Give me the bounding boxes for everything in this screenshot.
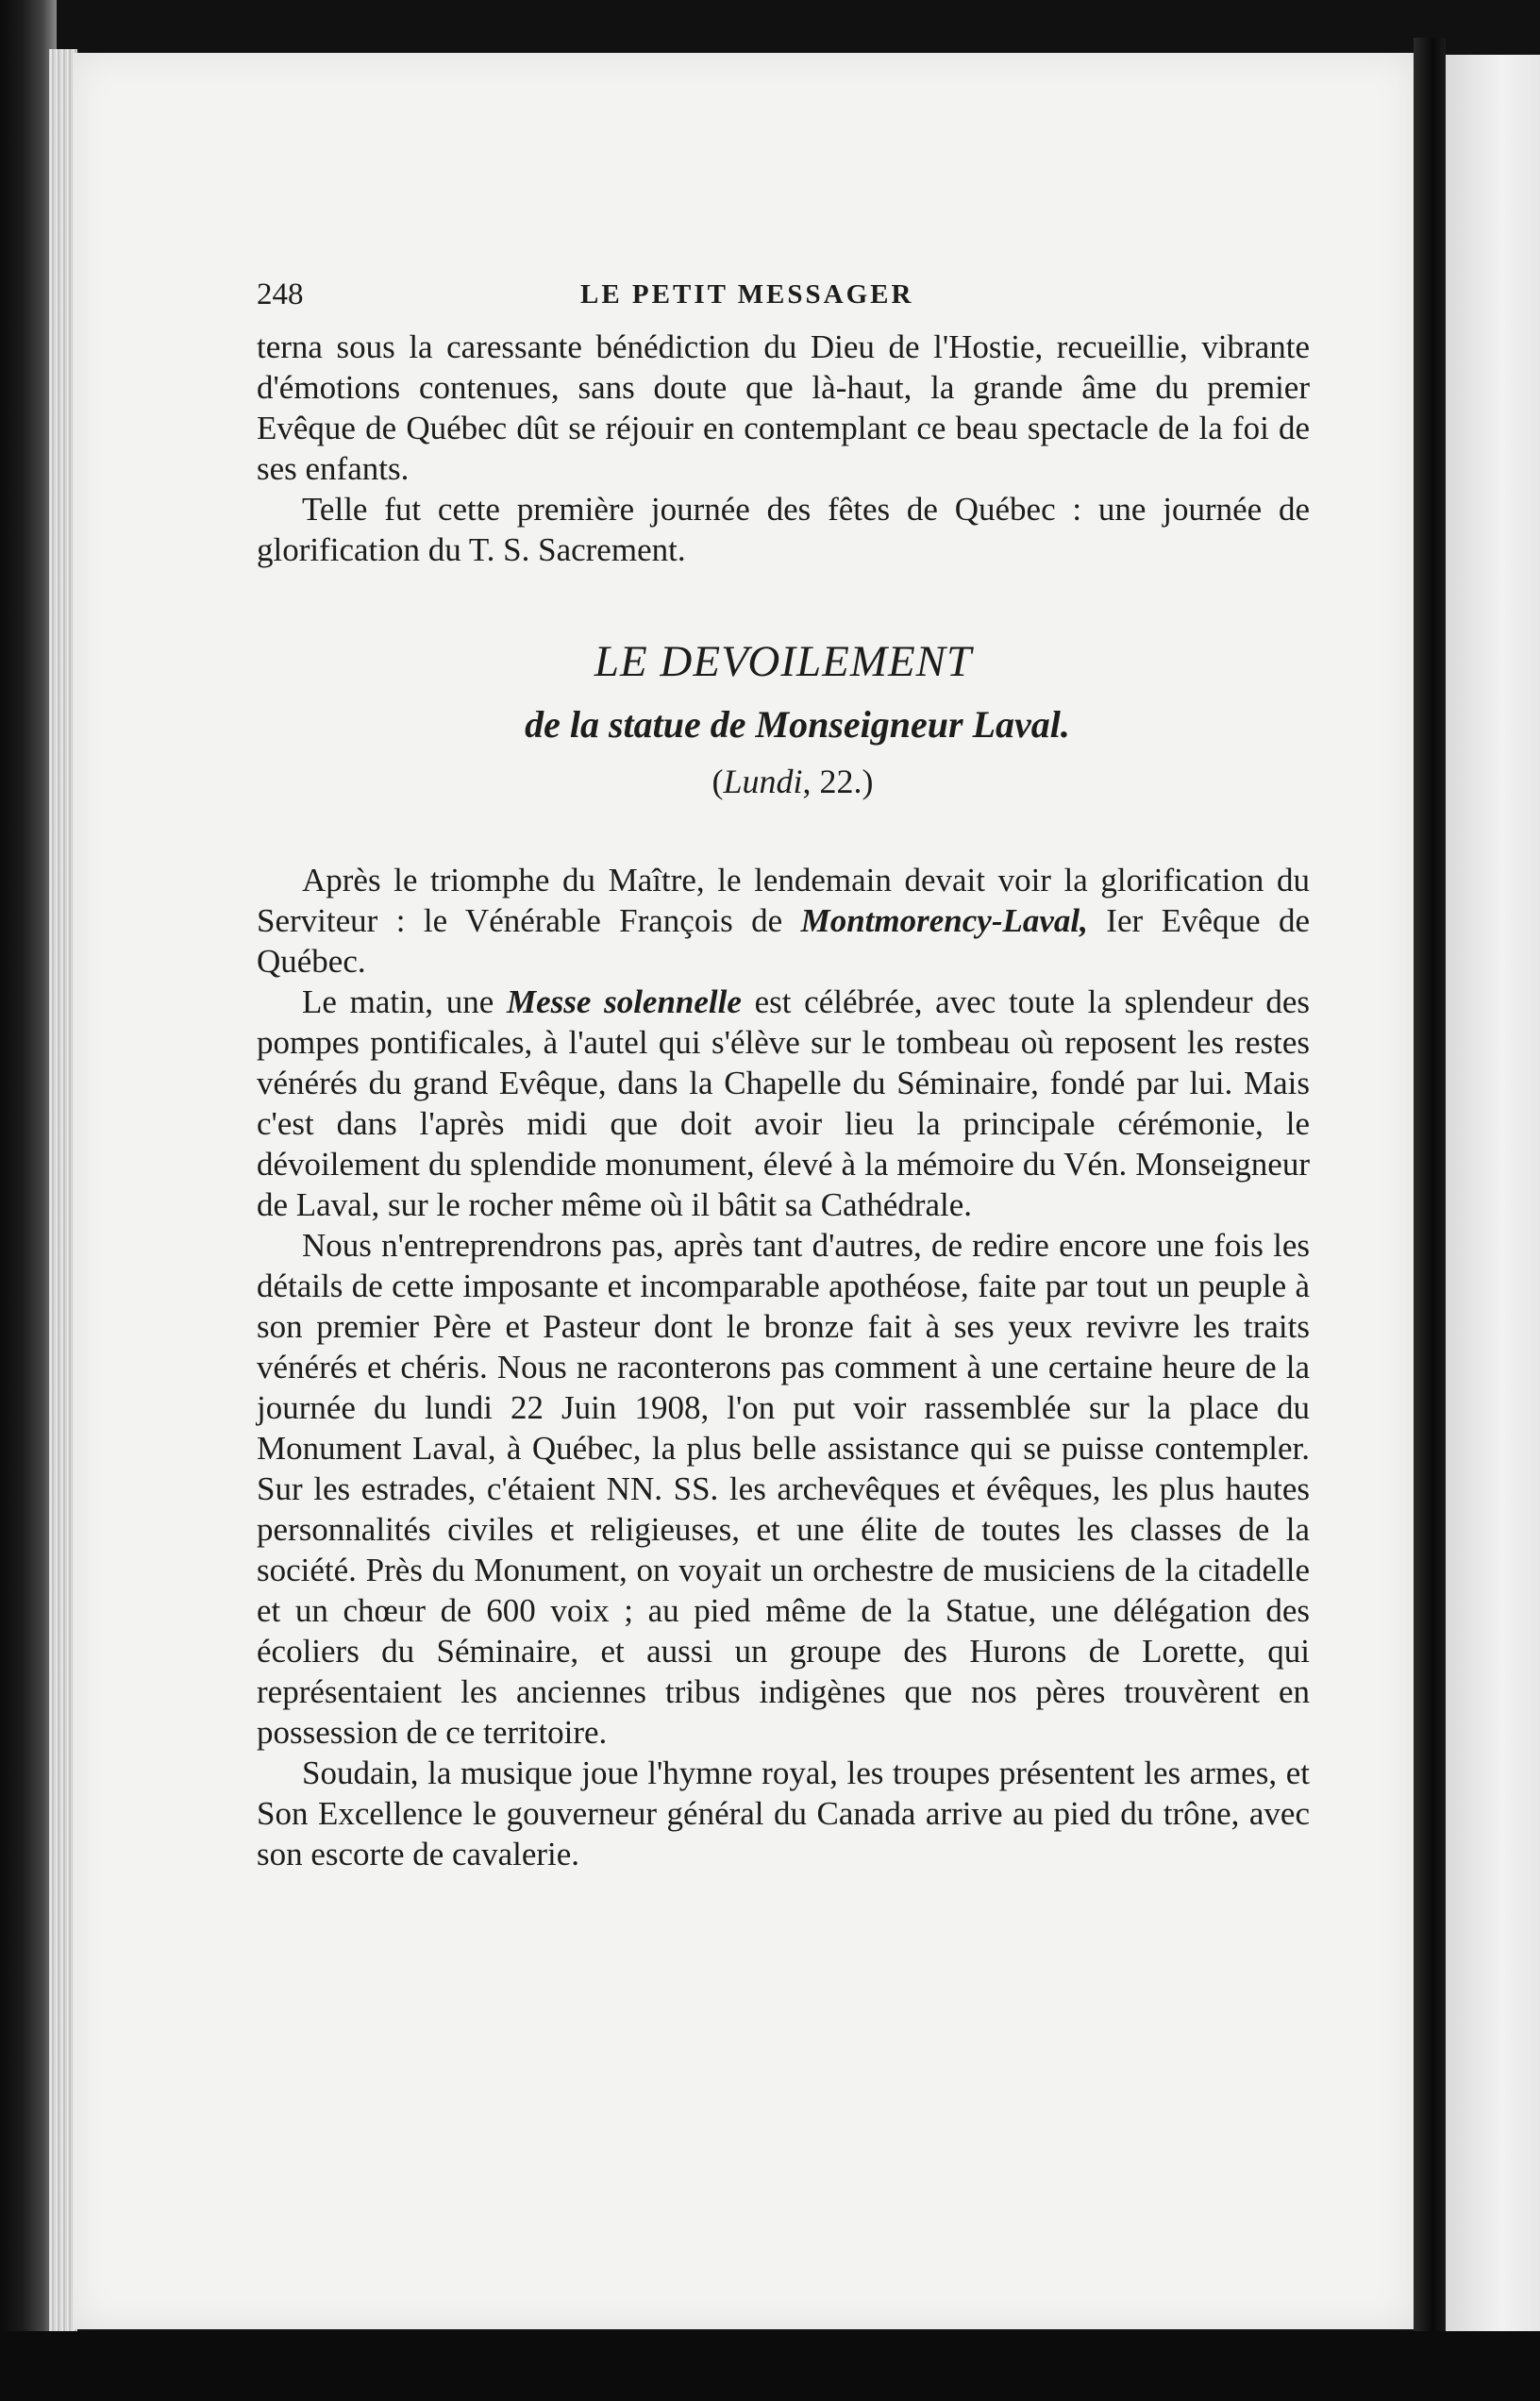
date-open-paren: ( [711,763,724,800]
facing-page-edge [1446,55,1540,2339]
journal-title: LE PETIT MESSAGER [580,279,914,310]
body-p1-text-a: Après le triomphe du Maître, le lendemain devait voir la glorification du Serviteur : le Vénérable François de [257,862,1310,939]
body-paragraph-1 [257,860,1310,982]
body-p2-emphasis: Messe solennelle [506,983,742,1020]
section-subheading: de la statue de Monseigneur Laval. [525,703,1070,746]
body-paragraph-2 [257,982,1310,1225]
scanner-left-edge [0,0,57,2401]
body-p2-text-a: Le matin, une [302,983,507,1020]
continuation-paragraph: terna sous la caressante bénédiction du Dieu de l'Hostie, recueillie, vibrante d'émotions contenues, sans doute que là-haut, la grande âme du premier Evêque de Québec dût se réjouir en contemplant ce beau spectacle de la foi de ses enfants. [257,328,1310,487]
date-day: Lundi [723,763,803,800]
body-p2-text-b: est célébrée, avec toute la splendeur des pompes pontificales, à l'autel qui s'élève sur le tombeau où reposent les restes vénérés du grand Evêque, dans la Chapelle du Séminaire, fondé par lui. Mais c'est dans l'après midi que doit avoir lieu la principale cérémonie, le dévoilement du splendide monument, élevé à la mémoire du Vén. Monseigneur de Laval, sur le rocher même où il bâtit sa Cathédrale. [257,983,1310,1223]
body-paragraph-3: Nous n'entreprendrons pas, après tant d'autres, de redire encore une fois les détails de cette imposante et incomparable apothéose, faite par tout un peuple à son premier Père et Pasteur dont le bronze fait à ses yeux revivre les traits vénérés et chéris. Nous ne raconterons pas comment à une certaine heure de la journée du lundi 22 Juin 1908, l'on put voir rassemblée sur la place du Monument Laval, à Québec, la plus belle assistance qui se puisse contempler. Sur les estrades, c'étaient NN. SS. les archevêques et évêques, les plus hautes personnalités civiles et religieuses, et une élite de toutes les classes de la société. Près du Monument, on voyait un orchestre de musiciens de la citadelle et un chœur de 600 voix ; au pied même de la Statue, une délégation des écoliers du Séminaire, et aussi un groupe des Hurons de Lorette, qui représentaient les anciennes tribus indigènes que nos pères trouvèrent en possession de ce territoire. [257,1227,1310,1751]
body-paragraph-4: Soudain, la musique joue l'hymne royal, les troupes présentent les armes, et Son Excellence le gouverneur général du Canada arrive au pied du trône, avec son escorte de cavalerie. [257,1755,1310,1872]
date-rest: , 22.) [802,763,874,800]
section-date [257,762,1310,801]
continuation-closing-paragraph: Telle fut cette première journée des fêtes de Québec : une journée de glorification du T. S. Sacrement. [257,491,1310,568]
body-p1-name: Montmorency-Laval, [800,902,1088,939]
scanner-bottom-edge [0,2331,1540,2401]
page-number: 248 [257,277,304,311]
page-text-block [257,270,1310,1874]
running-head [257,270,1310,327]
book-gutter [1414,38,1446,2341]
section-heading: LE DEVOILEMENT [594,637,973,686]
body-p1-text-b: Ier Evêque de Québec. [257,902,1310,980]
